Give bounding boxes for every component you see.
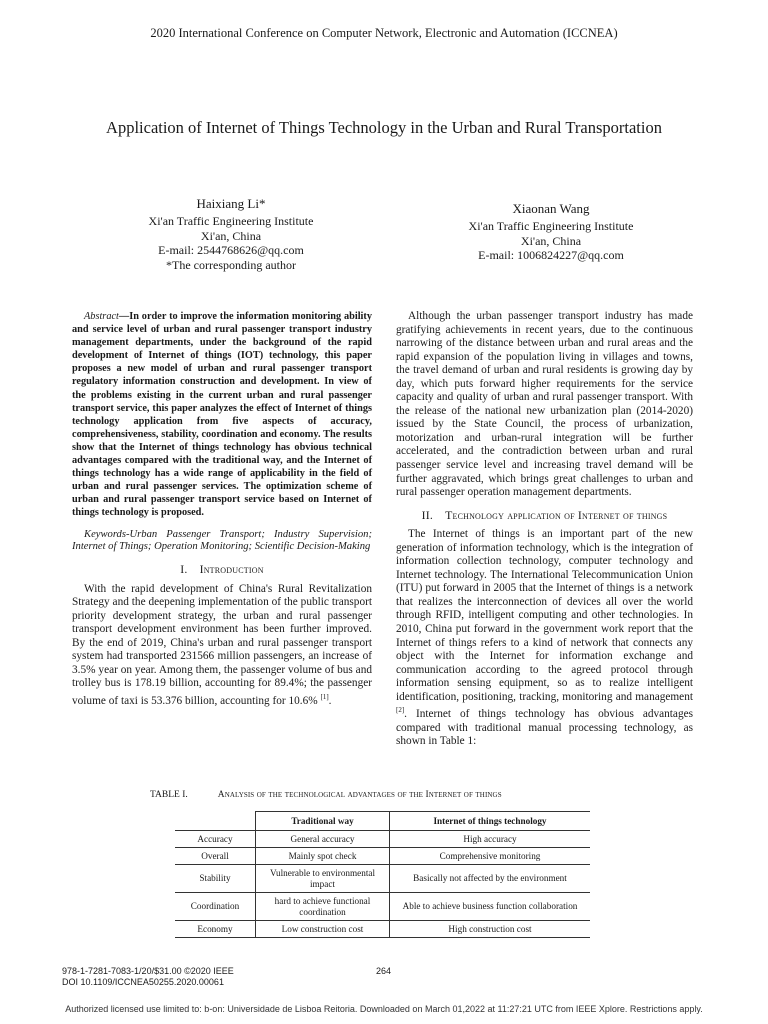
left-column [72,310,372,708]
conference-header: 2020 International Conference on Computer Network, Electronic and Automation (ICCNEA) [150,26,618,40]
paragraph-text: With the rapid development of China's Rural Revitalization Strategy and the deepening implementation of the public transport priority development strategy, the urban and rural passenger transport development environment has been further improved. By the end of 2019, China's urban and rural passenger transport system had transported 231566 million passengers, an increase of 3.5% year on year. Among them, the passenger volume of bus and trolley bus is 178.19 billion, accounting for 89.4%; the passenger volume of taxi is 53.376 billion, accounting for 10.6% [72,582,372,707]
footer-identifiers [62,966,234,988]
paragraph: Although the urban passenger transport industry has made gratifying achievements in recent years, due to the continuous narrowing of the distance between urban and rural areas and the rapid expansion of the population living in villages and towns, the travel demand of urban and rural residents is growing day by day, which puts forward higher requirements for the service capacity and quality of urban and rural passenger transport. With the release of the national new urbanization plan (2014-2020) issued by the State Council, the process of urbanization, motorization and urban-rural integration will be further accelerated, and the contradiction between urban and rural passenger service level and increasing travel demand will be further aggravated, which brings great challenges to urban and rural passenger operation management departments. [396,310,693,499]
paper-title: Application of Internet of Things Technology in the Urban and Rural Transportation [106,118,662,137]
table-cell: General accuracy [256,831,390,848]
table-row-header: Stability [175,865,256,893]
table-header-row [175,812,590,831]
paragraph [396,528,693,749]
advantages-table [175,811,590,938]
table-cell: Comprehensive monitoring [390,848,591,865]
table-row [175,848,590,865]
author-block-1 [100,194,362,272]
table-number: TABLE I. [150,790,188,800]
table-header-cell: Internet of things technology [390,812,591,831]
author-note: *The corresponding author [166,257,296,272]
table-header-cell [175,812,256,831]
keywords: Keywords-Urban Passenger Transport; Industry Supervision; Internet of Things; Operation Monitoring; Scientific Decision-Making [72,528,372,553]
table-row [175,893,590,921]
author-city: Xi'an, China [200,228,262,243]
paragraph-end: . [328,694,332,707]
author-block-2 [420,199,682,263]
table-row-header: Accuracy [175,831,256,848]
section-heading-technology [396,509,693,523]
table-cell: High accuracy [390,831,591,848]
citation: [1] [320,693,329,702]
table-cell: Mainly spot check [256,848,390,865]
section-title: Introduction [199,562,264,577]
page-number: 264 [376,966,392,976]
section-title: Technology application of Internet of things [445,507,668,522]
table-cell: hard to achieve functional coordination [256,893,390,921]
paragraph [72,583,372,709]
table-header-cell: Traditional way [256,812,390,831]
table-cell: Basically not affected by the environment [390,865,591,893]
footer-doi: DOI 10.1109/ICCNEA50255.2020.00061 [62,977,224,987]
author-email: E-mail: 2544768626@qq.com [158,243,304,257]
abstract [72,310,372,520]
table-row [175,865,590,893]
abstract-lead: Abstract [84,311,119,322]
author-name: Haixiang Li* [196,196,266,211]
table-caption [150,790,630,800]
abstract-text: —In order to improve the information monitoring ability and service level of urban and rural passenger transport industry management departments, under the background of the rapid development of Internet of things (IOT) technology, this paper proposes a new model of urban and rural passenger transport regulatory information construction and development. In view of the problems existing in the current urban and rural passenger transport service, this paper analyzes the effect of Internet of things technology application from five aspects of accuracy, comprehensiveness, stability, coordination and economy. The results show that the Internet of things technology has obvious technical advantages compared with the traditional way, and the Internet of things technology has a wide range of applicability in the field of urban and rural passenger services. The optimization scheme of urban and rural passenger transport service based on Internet of things technology is proposed. [72,311,372,519]
table-row-header: Economy [175,921,256,938]
table-cell: Vulnerable to environmental impact [256,865,390,893]
table-row-header: Overall [175,848,256,865]
table-row [175,921,590,938]
table-cell: High construction cost [390,921,591,938]
right-column [396,310,693,749]
table-cell: Low construction cost [256,921,390,938]
paragraph-text: The Internet of things is an important part of the new generation of information technology, which is the integration of information collection technology, computer technology and Internet technology. The International Telecommunication Union (ITU) put forward in 2005 that the Internet of things is a network that realizes the interconnection of devices all over the world through RFID, intelligent computing and other technologies. In 2010, China put forward in the government work report that the Internet of things refers to a kind of network that connects any object with the Internet for information exchange and communication according to the agreed protocol through information sensing equipment, so as to realize intelligent identification, positioning, tracking, monitoring and management [396,528,693,703]
author-email: E-mail: 1006824227@qq.com [478,248,624,262]
table-row-header: Coordination [175,893,256,921]
section-heading-introduction [72,563,372,577]
paragraph-text-after: . Internet of things technology has obvious advantages compared with traditional manual processing technology, as shown in Table 1: [396,708,693,748]
author-institute: Xi'an Traffic Engineering Institute [468,219,634,233]
footer-isbn: 978-1-7281-7083-1/20/$31.00 ©2020 IEEE [62,966,234,976]
table-cell: Able to achieve business function collaboration [390,893,591,921]
section-number: II. [421,507,434,522]
table-title: Analysis of the technological advantages of the Internet of things [217,790,502,800]
author-name: Xiaonan Wang [512,201,590,216]
citation: [2] [396,706,405,715]
author-city: Xi'an, China [520,233,582,248]
license-notice: Authorized licensed use limited to: b-on: Universidade de Lisboa Reitoria. Downloaded on March 01,2022 at 11:27:21 UTC from IEEE Xplore. Restrictions apply. [65,1004,703,1014]
author-institute: Xi'an Traffic Engineering Institute [148,214,314,228]
table-row [175,831,590,848]
section-number: I. [180,562,188,577]
